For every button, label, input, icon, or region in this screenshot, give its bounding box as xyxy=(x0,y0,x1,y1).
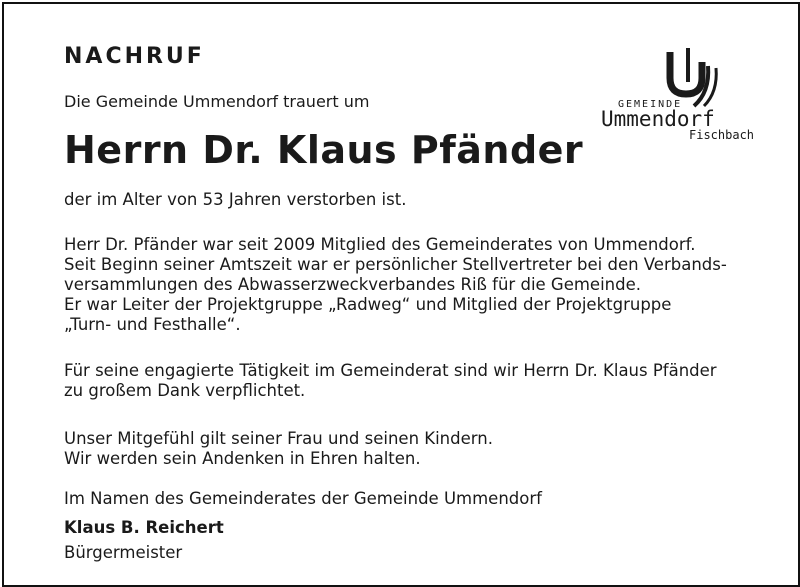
paragraph-line: Herr Dr. Pfänder war seit 2009 Mitglied des Gemeinderates von Ummendorf. xyxy=(64,235,696,254)
paragraph-line: versammlungen des Abwasserzweckverbandes Riß für die Gemeinde. xyxy=(64,275,641,294)
paragraph-line: Seit Beginn seiner Amtszeit war er persönlicher Stellvertreter bei den Verbands- xyxy=(64,255,727,274)
paragraph-condolence xyxy=(64,429,774,469)
paragraph-line: Er war Leiter der Projektgruppe „Radweg“ und Mitglied der Projektgruppe xyxy=(64,295,672,314)
paragraph-line: Für seine engagierte Tätigkeit im Gemeinderat sind wir Herrn Dr. Klaus Pfänder xyxy=(64,361,717,380)
logo-small-text: GEMEINDE xyxy=(618,99,683,110)
closing-line: Im Namen des Gemeinderates der Gemeinde Ummendorf xyxy=(64,489,542,508)
paragraph-line: Unser Mitgefühl gilt seiner Frau und seinen Kindern. xyxy=(64,429,493,448)
age-line: der im Alter von 53 Jahren verstorben ist. xyxy=(64,190,407,209)
signer-role: Bürgermeister xyxy=(64,543,183,562)
logo-subtitle: Fischbach xyxy=(689,128,755,142)
paragraph-thanks xyxy=(64,361,774,401)
paragraph-line: zu großem Dank verpflichtet. xyxy=(64,381,306,400)
intro-line: Die Gemeinde Ummendorf trauert um xyxy=(64,92,370,111)
logo-town-name: Ummendorf xyxy=(601,107,715,131)
notice-heading: NACHRUF xyxy=(64,44,205,69)
paragraph-line: „Turn- und Festhalle“. xyxy=(64,315,241,334)
paragraph-line: Wir werden sein Andenken in Ehren halten. xyxy=(64,449,421,468)
signer-name: Klaus B. Reichert xyxy=(64,518,224,537)
obituary-notice xyxy=(2,2,800,587)
paragraph-career xyxy=(64,235,774,335)
deceased-name: Herrn Dr. Klaus Pfänder xyxy=(64,128,584,172)
municipality-logo xyxy=(594,44,764,144)
